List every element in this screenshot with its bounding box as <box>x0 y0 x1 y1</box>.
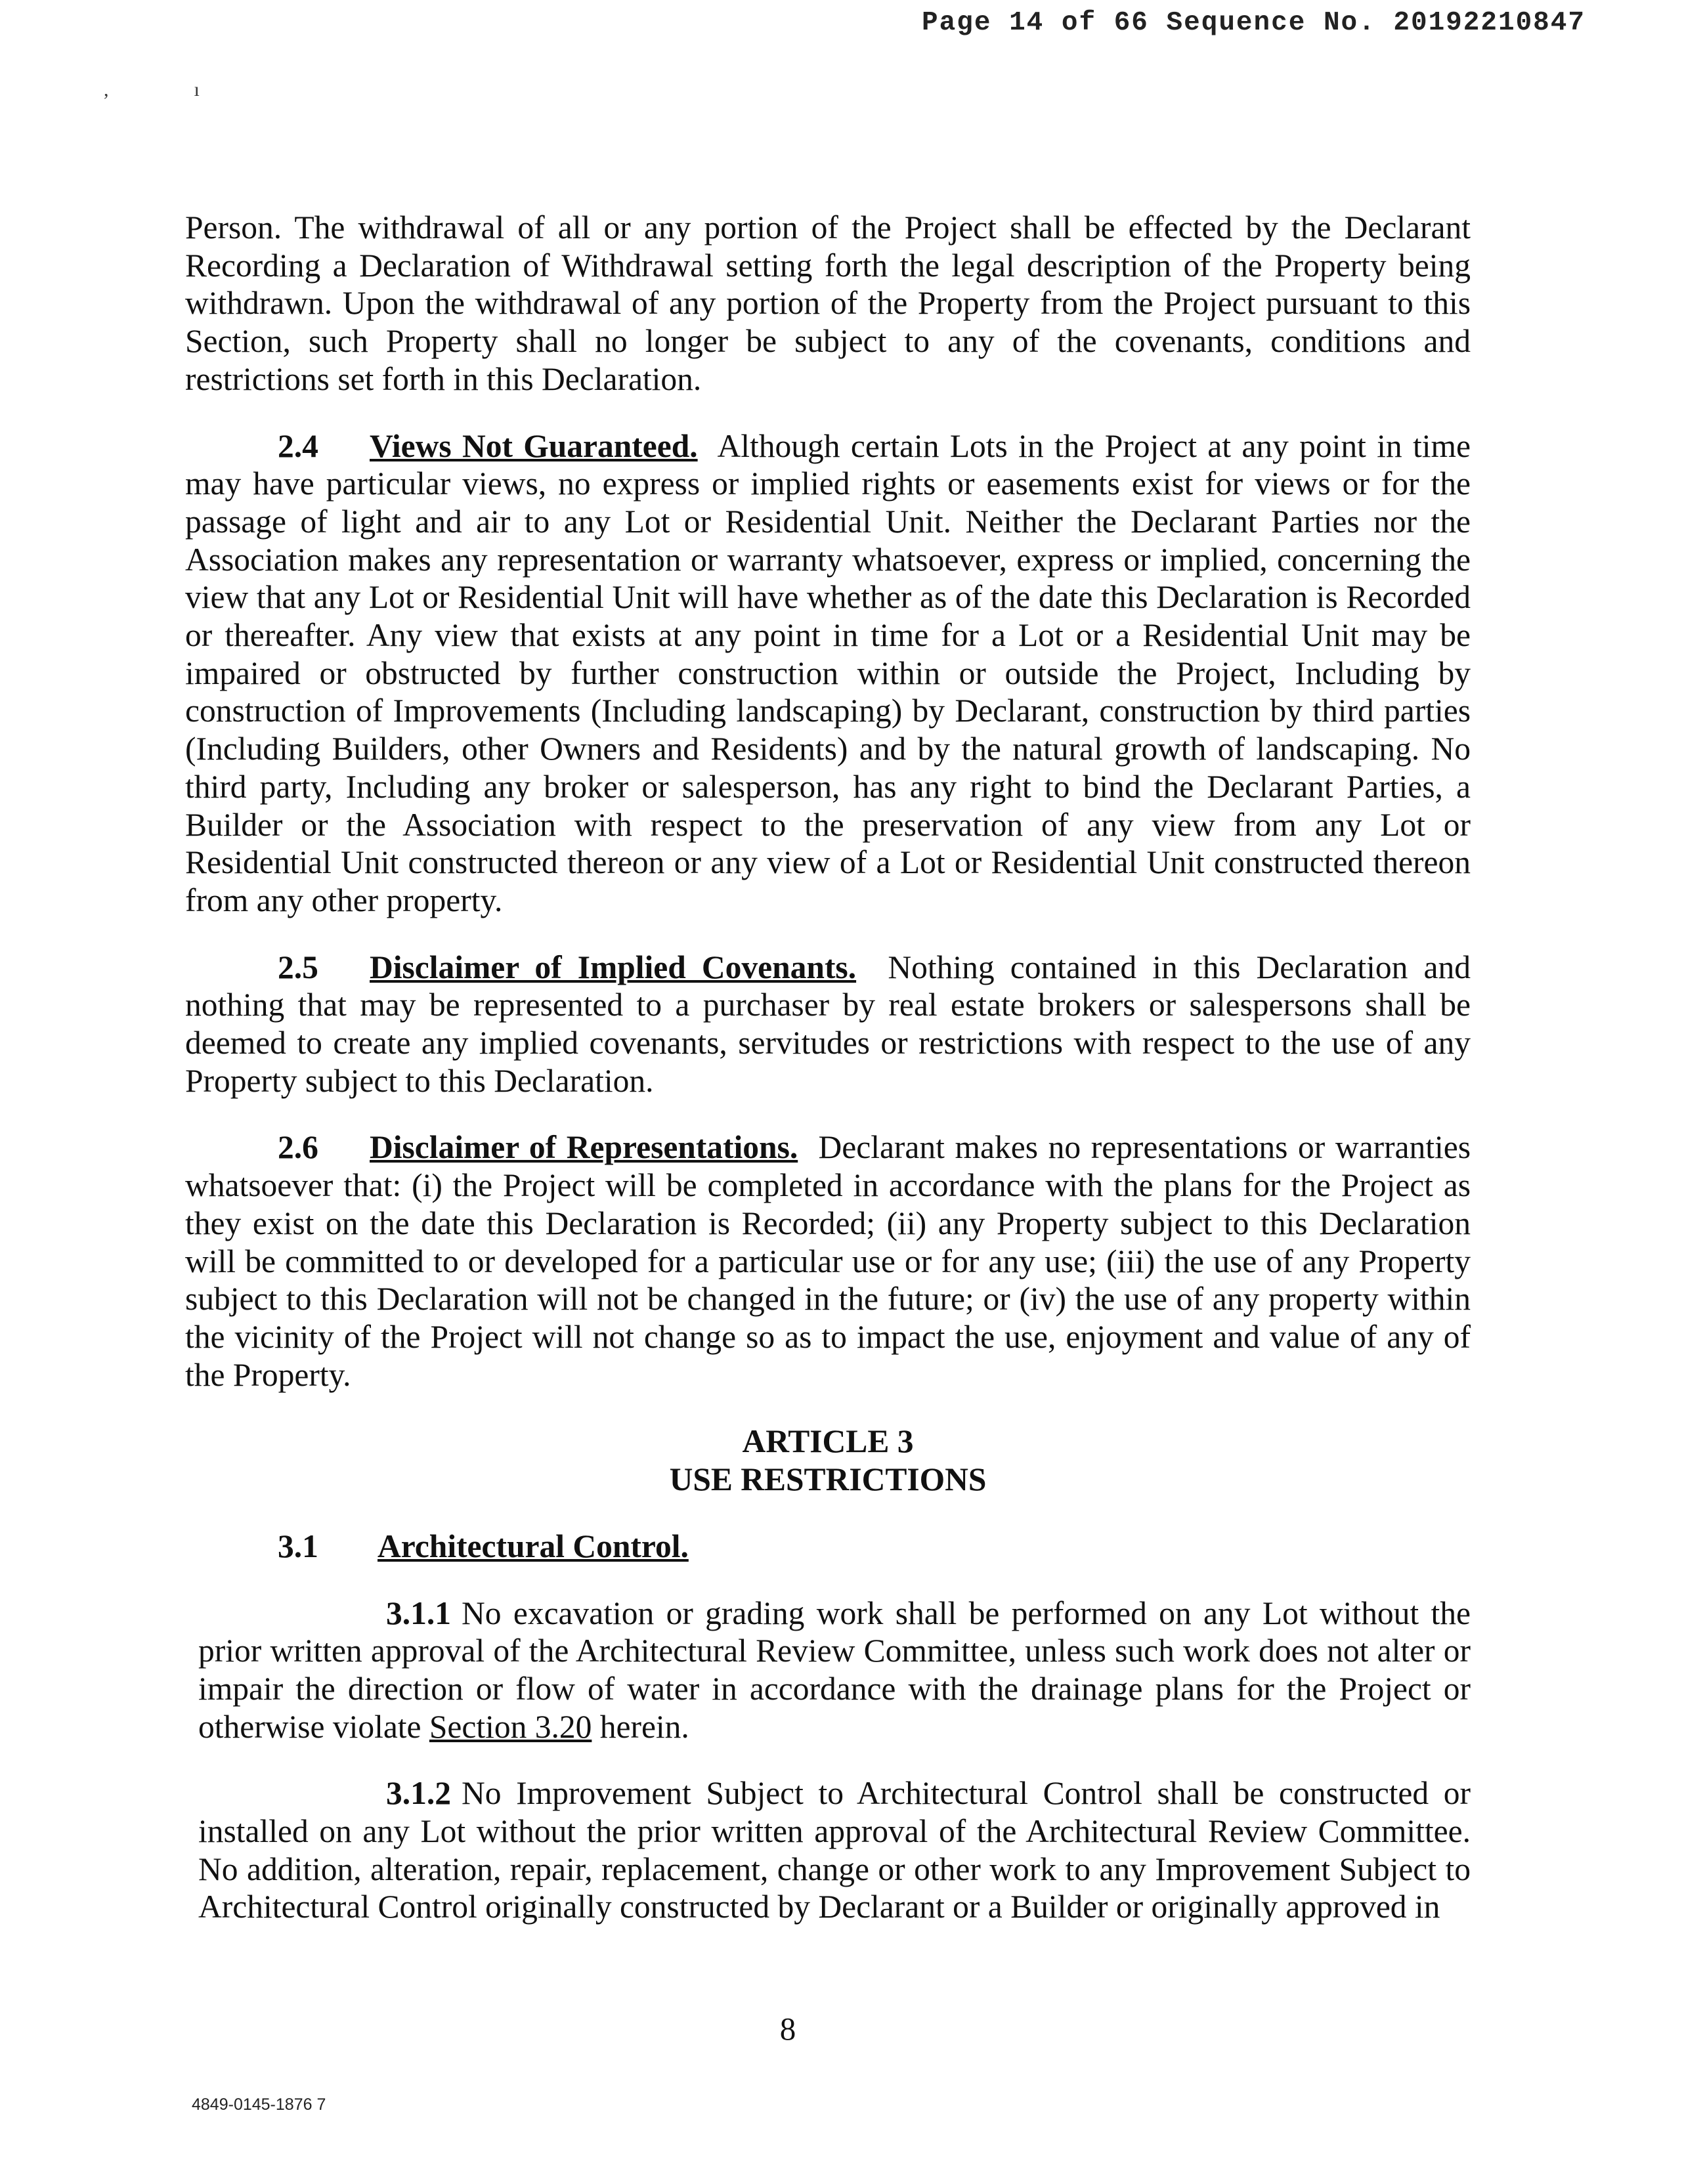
section-text: Although certain Lots in the Project at any point in time may have particular views, no express or implied rights or easements exist for views or for the passage of light and air to any Lot or Residential Unit. Neither the Declarant Parties nor the Association makes any representation or warranty whatsoever, express or implied, concerning the view that any Lot or Residential Unit will have whether as of the date this Declaration is Recorded or thereafter. Any view that exists at any point in time for a Lot or a Residential Unit may be impaired or obstructed by further construction within or outside the Project, Including by construction of Improvements (Including landscaping) by Declarant, construction by third parties (Including Builders, other Owners and Residents) and by the natural growth of landscaping. No third party, Including any broker or salesperson, has any right to bind the Declarant Parties, a Builder or the Association with respect to the preservation of any view from any Lot or Residential Unit constructed thereon or any view of a Lot or Residential Unit constructed thereon from any other property. <box>185 427 1471 918</box>
section-2-6 <box>185 1128 1471 1394</box>
section-title: Architectural Control. <box>378 1528 689 1564</box>
section-number: 2.5 <box>278 949 318 985</box>
section-reference-link[interactable]: Section 3.20 <box>429 1708 592 1745</box>
article-title: USE RESTRICTIONS <box>669 1461 987 1498</box>
article-heading <box>185 1423 1471 1498</box>
subsection-text: No Improvement Subject to Architectural Control shall be constructed or installed on any Lot without the prior written approval of the Architectural Review Committee. No addition, alteration, repair, replacement, change or other work to any Improvement Subject to Architectural Control originally constructed by Declarant or a Builder or originally approved in <box>198 1775 1471 1925</box>
section-number: 2.6 <box>278 1129 318 1166</box>
subsection-number: 3.1.1 <box>386 1595 451 1631</box>
scan-mark: ı <box>194 79 200 100</box>
document-id: 4849-0145-1876 7 <box>192 2095 326 2114</box>
subsection-3-1-1 <box>198 1595 1471 1746</box>
subsection-list <box>185 1595 1471 1927</box>
subsection-text: No excavation or grading work shall be performed on any Lot without the prior written approval of the Architectural Review Committee, unless such work does not alter or impair the direction or flow of water in accordance with the drainage plans for the Project or otherwise violate <box>198 1595 1471 1745</box>
section-2-4 <box>185 427 1471 920</box>
section-text: Nothing contained in this Declaration and nothing that may be represented to a purchaser by real estate brokers or salespersons shall be deemed to create any implied covenants, servitudes or restrictions with respect to the use of any Property subject to this Declaration. <box>185 949 1471 1099</box>
subsection-number: 3.1.2 <box>386 1775 451 1812</box>
section-text: Declarant makes no representations or warranties whatsoever that: (i) the Project will be completed in accordance with the plans for the Project as they exist on the date this Declaration is Recorded; (ii) any Property subject to this Declaration will be committed to or developed for a particular use or for any use; (iii) the use of any Property subject to this Declaration will not be changed in the future; or (iv) the use of any property within the vicinity of the Project will not change so as to impact the use, enjoyment and value of any of the Property. <box>185 1129 1471 1393</box>
page-number: 8 <box>779 2011 796 2047</box>
sequence-stamp: Page 14 of 66 Sequence No. 20192210847 <box>922 8 1586 38</box>
section-title: Disclaimer of Implied Covenants. <box>370 949 857 985</box>
scan-marks <box>104 79 285 101</box>
document-body <box>185 209 1471 1955</box>
section-2-5 <box>185 949 1471 1100</box>
subsection-3-1-2 <box>198 1774 1471 1926</box>
article-number: ARTICLE 3 <box>742 1423 914 1460</box>
subsection-text-end: herein. <box>592 1708 689 1745</box>
section-number: 3.1 <box>278 1528 318 1564</box>
intro-paragraph: Person. The withdrawal of all or any portion of the Project shall be effected by the Declarant Recording a Declaration of Withdrawal setting forth the legal description of the Property being withdrawn. Upon the withdrawal of any portion of the Property from the Project pursuant to this Section, such Property shall no longer be subject to any of the covenants, conditions and restrictions set forth in this Declaration. <box>185 209 1471 397</box>
section-title: Disclaimer of Representations. <box>370 1129 798 1166</box>
scan-mark: , <box>104 79 109 100</box>
section-3-1-heading <box>185 1528 1471 1566</box>
section-number: 2.4 <box>278 427 318 464</box>
section-title: Views Not Guaranteed. <box>370 427 698 464</box>
